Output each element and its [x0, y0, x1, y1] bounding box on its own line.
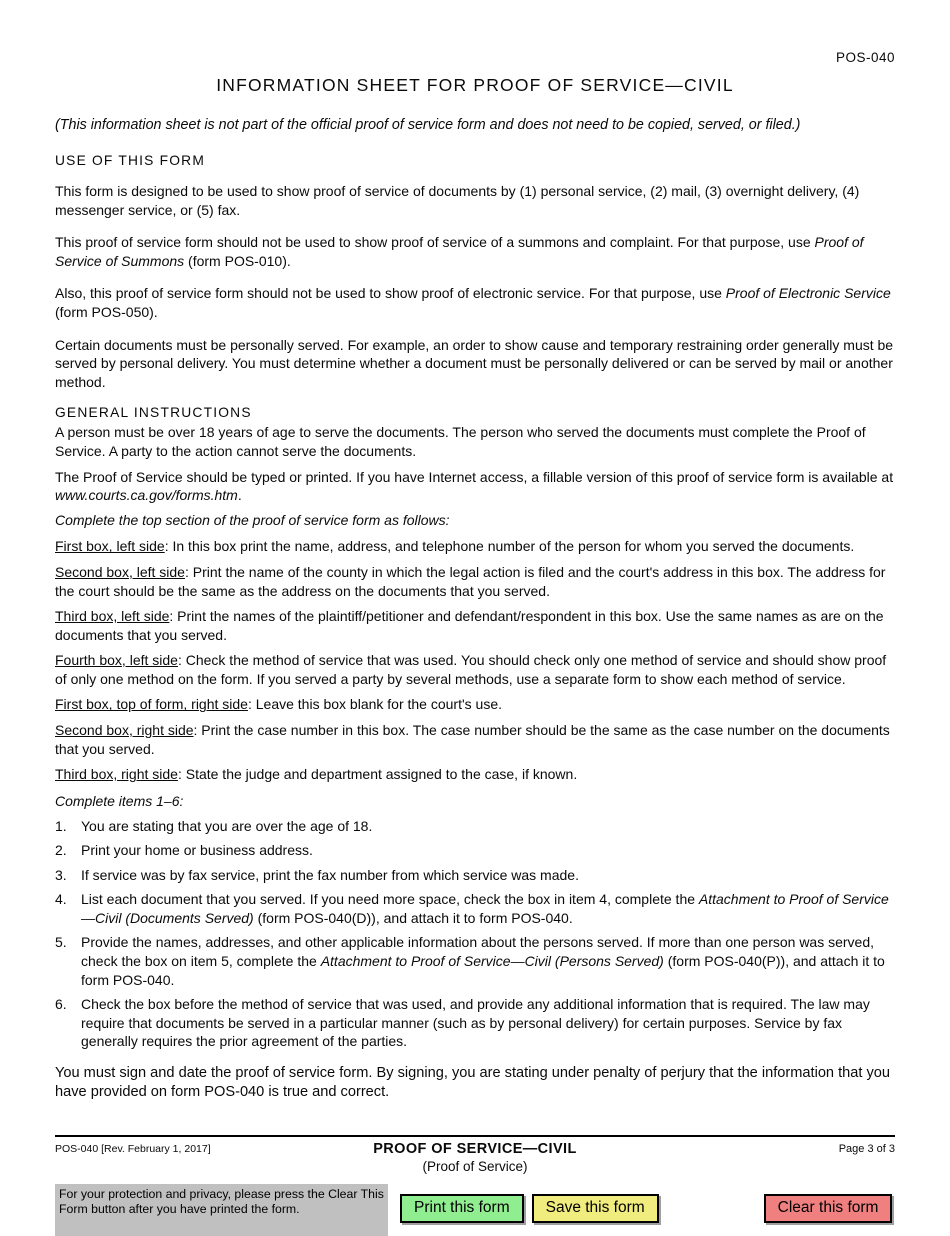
footer-form-title: PROOF OF SERVICE—CIVIL (Proof of Service) [373, 1140, 577, 1174]
privacy-notice: For your protection and privacy, please press the Clear This Form button after you have printed the form. [55, 1184, 388, 1236]
instruction-second-box-right: Second box, right side: Print the case number in this box. The case number should be the same as the case number on the documents that you served. [55, 722, 890, 757]
form-number-label: POS-040 [835, 50, 895, 65]
instruction-complete-items: Complete items 1–6: [55, 792, 184, 809]
paragraph-typed-or-printed: The Proof of Service should be typed or printed. If you have Internet access, a fillable version of this proof of service form is available at www.courts.ca.gov/forms.htm. [55, 468, 894, 504]
numbered-instruction-list [55, 817, 895, 1051]
list-item-2: 2. Print your home or business address. [55, 842, 313, 859]
instruction-third-box-right: Third box, right side: State the judge and department assigned to the case, if known. [55, 766, 578, 783]
page-title: INFORMATION SHEET FOR PROOF OF SERVICE—CIVIL [216, 75, 734, 95]
footer-revision: POS-040 [Rev. February 1, 2017] [55, 1142, 211, 1155]
clear-form-button[interactable]: Clear this form [764, 1194, 893, 1223]
paragraph-personal-service: Certain documents must be personally served. For example, an order to show cause and temporary restraining order generally must be served by personal delivery. You must determine whether a document must be personally delivered or can be served by mail or another method. [55, 336, 894, 390]
paragraph-sign-and-date: You must sign and date the proof of service form. By signing, you are stating under penalty of perjury that the information that you have provided on form POS-040 is true and correct. [55, 1064, 891, 1100]
list-item-3: 3. If service was by fax service, print the fax number from which service was made. [55, 866, 579, 883]
instruction-third-box-left: Third box, left side: Print the names of the plaintiff/petitioner and defendant/respondent in this box. Use the same names as are on the documents that you served. [55, 608, 884, 643]
paragraph-not-for-summons: This proof of service form should not be used to show proof of service of a summons and complaint. For that purpose, use Proof of Service of Summons (form POS-010). [55, 234, 864, 269]
instruction-complete-top-section: Complete the top section of the proof of service form as follows: [55, 511, 450, 528]
paragraph-form-purpose: This form is designed to be used to show proof of service of documents by (1) personal service, (2) mail, (3) overnight delivery, (4) messenger service, or (5) fax. [55, 183, 860, 218]
instruction-second-box-left: Second box, left side: Print the name of the county in which the legal action is filed and the court's address in this box. The address for the court should be the same as the address on the documents that you served. [55, 563, 886, 599]
footer-page-number: Page 3 of 3 [838, 1142, 895, 1155]
list-item-5: 5. Provide the names, addresses, and other applicable information about the persons served. If more than one person was served, check the box on item 5, complete the Attachment to Proof of Service—Civil (Persons Served) (form POS-040(P)), and attach it to form POS-040. [55, 934, 885, 988]
list-item-6: 6. Check the box before the method of service that was used, and provide any additional information that is required. The law may require that documents be served in a particular manner (such as by personal delivery) for certain purposes. Service by fax generally requires the prior agreement of the parties. [55, 996, 870, 1050]
form-action-bar [55, 1184, 895, 1236]
section-heading-use-of-this-form: USE OF THIS FORM [55, 153, 206, 168]
paragraph-not-for-electronic: Also, this proof of service form should not be used to show proof of electronic service. For that purpose, use Proof of Electronic Service (form POS-050). [55, 285, 891, 320]
section-heading-general-instructions: GENERAL INSTRUCTIONS [55, 405, 252, 421]
instruction-first-box-left: First box, left side: In this box print the name, address, and telephone number of the person for whom you served the documents. [55, 538, 855, 555]
paragraph-server-requirements: A person must be over 18 years of age to serve the documents. The person who served the documents must complete the Proof of Service. A party to the action cannot serve the documents. [55, 424, 866, 459]
save-form-button[interactable]: Save this form [532, 1194, 659, 1223]
info-sheet-note: (This information sheet is not part of the official proof of service form and does not need to be copied, served, or filed.) [55, 117, 801, 133]
instruction-fourth-box-left: Fourth box, left side: Check the method of service that was used. You should check only one method of service and should show proof of only one method on the form. If you served a party by several methods, use a separate form to show each method of service. [55, 652, 887, 687]
page-footer [55, 1137, 895, 1174]
print-form-button[interactable]: Print this form [400, 1194, 524, 1223]
list-item-4: 4. List each document that you served. If you need more space, check the box in item 4, complete the Attachment to Proof of Service—Civil (Documents Served) (form POS-040(D)), and attach it to form POS-040. [55, 891, 889, 926]
instruction-first-box-right: First box, top of form, right side: Leave this box blank for the court's use. [55, 696, 503, 713]
list-item-1: 1. You are stating that you are over the age of 18. [55, 818, 373, 835]
